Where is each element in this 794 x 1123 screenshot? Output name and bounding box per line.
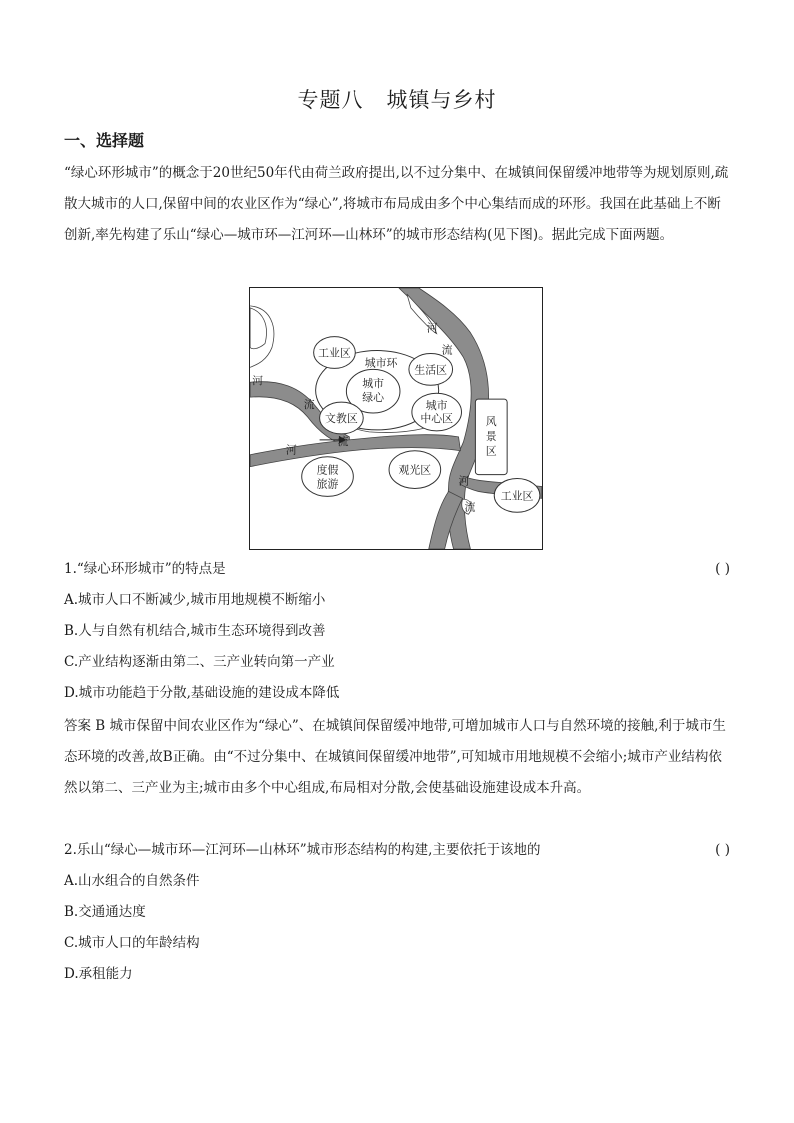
q1-answer-blank: ( ) [715,561,730,577]
label-river-he-2: 河 [252,374,264,388]
section-heading: 一、选择题 [64,131,145,150]
label-scenic-3: 区 [485,444,497,458]
q1-option-c: C.产业结构逐渐由第二、三产业转向第一产业 [64,654,335,670]
q2-option-a: A.山水组合的自然条件 [64,873,200,889]
map-svg [250,288,542,549]
q2-answer-blank: ( ) [715,842,730,858]
q1-option-a: A.城市人口不断减少,城市用地规模不断缩小 [64,592,326,608]
q1-option-d: D.城市功能趋于分散,基础设施的建设成本降低 [64,685,340,701]
label-river-liu-4: 流 [464,500,476,514]
label-green-core-2: 绿心 [362,391,385,405]
label-green-core-1: 城市 [362,377,385,391]
label-river-liu-1: 流 [441,343,453,357]
label-river-he-4: 河 [458,474,470,488]
q2-option-b: B.交通通达度 [64,904,146,920]
label-industry-east: 工业区 [500,489,534,503]
label-industry-north: 工业区 [318,346,351,360]
label-river-liu-3: 流 [337,434,349,448]
q2-stem: 2.乐山“绿心—城市环—江河环—山林环”城市形态结构的构建,主要依托于该地的 [64,842,541,858]
label-living: 生活区 [414,363,448,377]
q1-answer-explanation: 答案 B 城市保留中间农业区作为“绿心”、在城镇间保留缓冲地带,可增加城市人口与自然环境的接触,利于城市生态环境的改善,故B正确。由“不过分集中、在城镇间保留缓冲地带”,可知城市用地规模不会缩小;城市产业结构依然以第二、三产业为主;城市由多个中心组成,布局相对分散,会使基础设施建设成本升高。 [64,718,726,796]
q2-option-c: C.城市人口的年龄结构 [64,935,200,951]
label-sightseeing: 观光区 [398,463,432,477]
q1-stem: 1.“绿心环形城市”的特点是 [64,561,226,577]
city-structure-map [249,287,543,550]
q2-option-d: D.承租能力 [64,966,133,982]
label-river-liu-2: 流 [303,398,315,412]
label-center-1: 城市 [425,399,448,413]
q1-option-b: B.人与自然有机结合,城市生态环境得到改善 [64,623,326,639]
intro-paragraph: “绿心环形城市”的概念于20世纪50年代由荷兰政府提出,以不过分集中、在城镇间保留缓冲地带等为规划原则,疏散大城市的人口,保留中间的农业区作为“绿心”,将城市布局成由多个中心集结而成的环形。我国在此基础上不断创新,率先构建了乐山“绿心—城市环—江河环—山林环”的城市形态结构(见下图)。据此完成下面两题。 [64,165,729,243]
label-city-ring: 城市环 [364,356,398,370]
label-scenic-1: 风 [485,414,497,428]
label-river-he-1: 河 [426,321,438,335]
label-education: 文教区 [325,411,358,425]
label-river-he-3: 河 [285,443,297,457]
label-center-2: 中心区 [420,411,454,425]
label-scenic-2: 景 [485,429,497,443]
page-title: 专题八 城镇与乡村 [297,88,497,112]
label-resort-2: 旅游 [316,477,339,491]
label-resort-1: 度假 [316,463,339,477]
island-west [250,308,266,349]
